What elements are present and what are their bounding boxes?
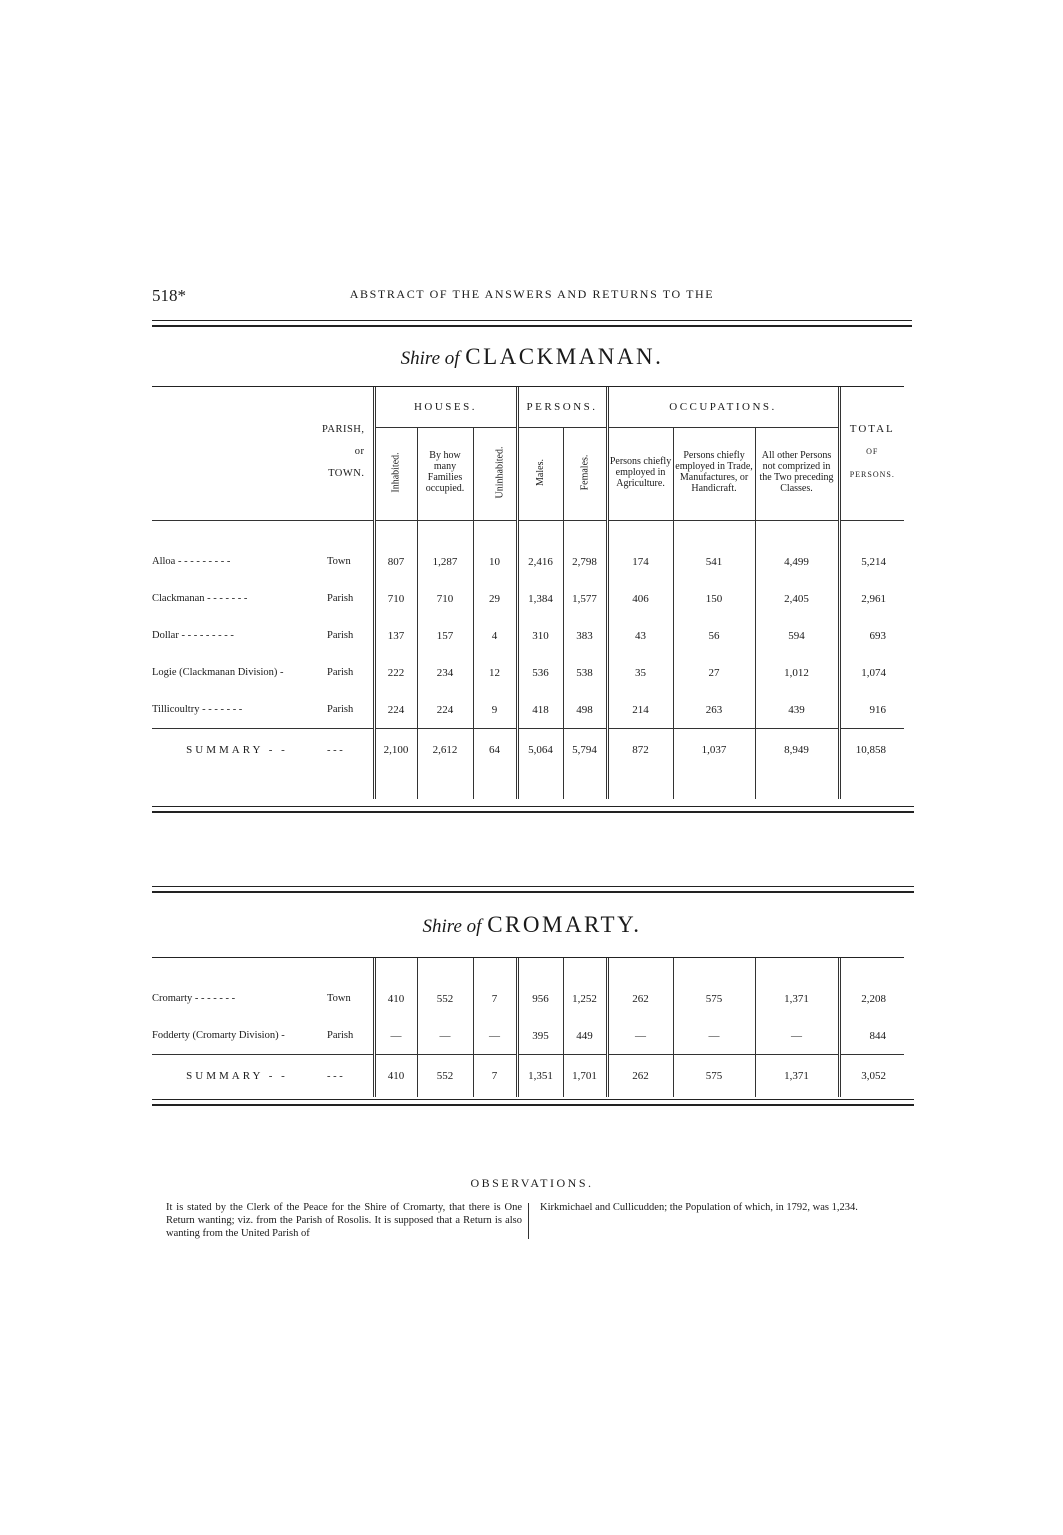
uninhabited-header: Uninhabited. (473, 428, 517, 517)
cell-males: 956 (517, 980, 563, 1017)
cell-total: 10,858 (839, 729, 904, 772)
cell-trade: 1,037 (673, 729, 755, 772)
cell-kind: - - - (322, 729, 374, 772)
cell-uninhabited: 64 (473, 729, 517, 772)
cell-total: 3,052 (839, 1055, 904, 1098)
cell-families: 552 (417, 980, 473, 1017)
cell-trade: 56 (673, 617, 755, 654)
cell-inhabited: 222 (374, 654, 417, 691)
page-number: 518* (152, 286, 186, 305)
table-row (152, 654, 904, 691)
cell-other: 1,371 (755, 980, 839, 1017)
table-bottom-rule (152, 1099, 914, 1106)
summary-row (152, 1055, 904, 1098)
cell-agriculture: 214 (607, 691, 673, 729)
cell-kind: Parish (322, 691, 374, 729)
cell-other: 1,371 (755, 1055, 839, 1098)
other-classes-header: All other Persons not comprized in the Two preceding Classes. (755, 428, 839, 517)
cell-uninhabited: — (473, 1017, 517, 1055)
cell-agriculture: 262 (607, 1055, 673, 1098)
cell-females: 1,577 (563, 580, 607, 617)
cell-trade: 575 (673, 980, 755, 1017)
cell-kind: Parish (322, 1017, 374, 1055)
females-header: Females. (563, 428, 607, 517)
cell-total: 693 (869, 629, 887, 642)
cell-females: 1,701 (563, 1055, 607, 1098)
cell-uninhabited: 4 (473, 617, 517, 654)
cell-females: 2,798 (563, 543, 607, 580)
cell-total: 844 (869, 1029, 886, 1042)
cromarty-top-rule (152, 886, 914, 893)
total-persons-header: TOTAL OF PERSONS. (849, 422, 895, 479)
persons-group-header: PERSONS. (517, 387, 607, 428)
cell-name: Alloa - - - - - - - - - (152, 556, 231, 567)
cell-trade: 541 (673, 543, 755, 580)
parish-or-town-header: PARISH, or TOWN. (322, 387, 374, 516)
cell-kind: Town (322, 543, 374, 580)
cell-inhabited: 807 (374, 543, 417, 580)
cell-agriculture: 872 (607, 729, 673, 772)
cell-females: 449 (563, 1017, 607, 1055)
observations-title: OBSERVATIONS. (470, 1176, 594, 1190)
cell-agriculture: 43 (607, 617, 673, 654)
table-row (152, 543, 904, 580)
cell-families: 234 (417, 654, 473, 691)
cell-other: 2,405 (755, 580, 839, 617)
occupations-group-header: OCCUPATIONS. (607, 387, 839, 428)
cell-females: 1,252 (563, 980, 607, 1017)
cell-families: 157 (417, 617, 473, 654)
cell-males: 1,384 (517, 580, 563, 617)
cell-inhabited: 410 (374, 1055, 417, 1098)
cell-name: Fodderty (Cromarty Division) - (152, 1030, 285, 1041)
cell-other: 439 (755, 691, 839, 729)
cell-kind: Parish (322, 580, 374, 617)
cell-uninhabited: 7 (473, 1055, 517, 1098)
cell-uninhabited: 7 (473, 980, 517, 1017)
cell-families: 710 (417, 580, 473, 617)
cell-males: 5,064 (517, 729, 563, 772)
cell-inhabited: 224 (374, 691, 417, 729)
cell-males: 418 (517, 691, 563, 729)
cell-name: SUMMARY - - (152, 729, 322, 772)
cell-families: 2,612 (417, 729, 473, 772)
cell-males: 2,416 (517, 543, 563, 580)
cell-trade: 263 (673, 691, 755, 729)
cell-females: 538 (563, 654, 607, 691)
cell-total: 2,961 (861, 592, 887, 605)
males-header: Males. (517, 428, 563, 517)
table-row (152, 980, 904, 1017)
cell-inhabited: — (374, 1017, 417, 1055)
cell-uninhabited: 12 (473, 654, 517, 691)
cromarty-table (152, 958, 904, 1097)
cell-kind: Parish (322, 654, 374, 691)
cell-other: 1,012 (755, 654, 839, 691)
cell-inhabited: 137 (374, 617, 417, 654)
cell-uninhabited: 10 (473, 543, 517, 580)
cell-trade: 27 (673, 654, 755, 691)
shire-title-cromarty (152, 912, 912, 938)
table-bottom-rule (152, 806, 914, 813)
cell-other: 594 (755, 617, 839, 654)
shire-title-name: CROMARTY. (487, 912, 642, 937)
shire-title-name: CLACKMANAN. (465, 344, 664, 369)
summary-row (152, 729, 904, 772)
cell-inhabited: 710 (374, 580, 417, 617)
cell-females: 5,794 (563, 729, 607, 772)
cell-trade: — (673, 1017, 755, 1055)
cell-males: 536 (517, 654, 563, 691)
observations-right-column: Kirkmichael and Cullicudden; the Population of which, in 1792, was 1,234. (540, 1202, 858, 1213)
cell-total: 5,214 (861, 555, 887, 568)
running-head: ABSTRACT OF THE ANSWERS AND RETURNS TO THE (349, 287, 715, 301)
cell-females: 383 (563, 617, 607, 654)
cell-name: Clackmanan - - - - - - - (152, 593, 248, 604)
agriculture-header: Persons chiefly employed in Agriculture. (607, 428, 673, 517)
inhabited-header: Inhabited. (374, 428, 417, 517)
cell-males: 1,351 (517, 1055, 563, 1098)
cell-name: SUMMARY - - (152, 1055, 322, 1098)
cell-uninhabited: 29 (473, 580, 517, 617)
cell-total: 2,208 (861, 992, 886, 1005)
header-rule (152, 320, 912, 327)
houses-group-header: HOUSES. (374, 387, 517, 428)
table-row (152, 691, 904, 729)
header-blank-cell (152, 387, 322, 516)
cell-agriculture: 406 (607, 580, 673, 617)
cell-agriculture: 174 (607, 543, 673, 580)
cell-other: 4,499 (755, 543, 839, 580)
cell-agriculture: — (607, 1017, 673, 1055)
cell-families: 552 (417, 1055, 473, 1098)
observations-left-column: It is stated by the Clerk of the Peace for the Shire of Cromarty, that there is One Return wanting; viz. from the Parish of Rosolis. It is supposed that a Return is also wanting from the United Parish of (166, 1202, 522, 1239)
cell-families: — (417, 1017, 473, 1055)
shire-title-prefix: Shire of (422, 916, 482, 937)
cell-females: 498 (563, 691, 607, 729)
table-row (152, 1017, 904, 1055)
trade-header: Persons chiefly employed in Trade, Manufactures, or Handicraft. (673, 428, 755, 517)
cell-total: 1,074 (861, 666, 887, 679)
cell-males: 395 (517, 1017, 563, 1055)
cell-name: Logie (Clackmanan Division) - (152, 667, 284, 678)
families-header: By how many Families occupied. (417, 428, 473, 517)
cell-kind: - - - (322, 1055, 374, 1098)
shire-title-clackmanan (152, 344, 912, 370)
cell-other: 8,949 (755, 729, 839, 772)
cell-males: 310 (517, 617, 563, 654)
cell-uninhabited: 9 (473, 691, 517, 729)
cell-inhabited: 410 (374, 980, 417, 1017)
cell-families: 1,287 (417, 543, 473, 580)
cell-kind: Parish (322, 617, 374, 654)
cell-families: 224 (417, 691, 473, 729)
column-divider (528, 1203, 529, 1239)
cell-other: — (755, 1017, 839, 1055)
cell-name: Cromarty - - - - - - - (152, 993, 236, 1004)
table-row (152, 617, 904, 654)
cell-trade: 150 (673, 580, 755, 617)
cell-kind: Town (322, 980, 374, 1017)
cell-agriculture: 262 (607, 980, 673, 1017)
cell-total: 916 (869, 703, 887, 716)
cell-name: Dollar - - - - - - - - - (152, 630, 234, 641)
cell-inhabited: 2,100 (374, 729, 417, 772)
table-row (152, 580, 904, 617)
cell-trade: 575 (673, 1055, 755, 1098)
clackmannan-table (152, 387, 904, 799)
cell-name: Tillicoultry - - - - - - - (152, 704, 243, 715)
cell-agriculture: 35 (607, 654, 673, 691)
shire-title-prefix: Shire of (400, 348, 460, 369)
